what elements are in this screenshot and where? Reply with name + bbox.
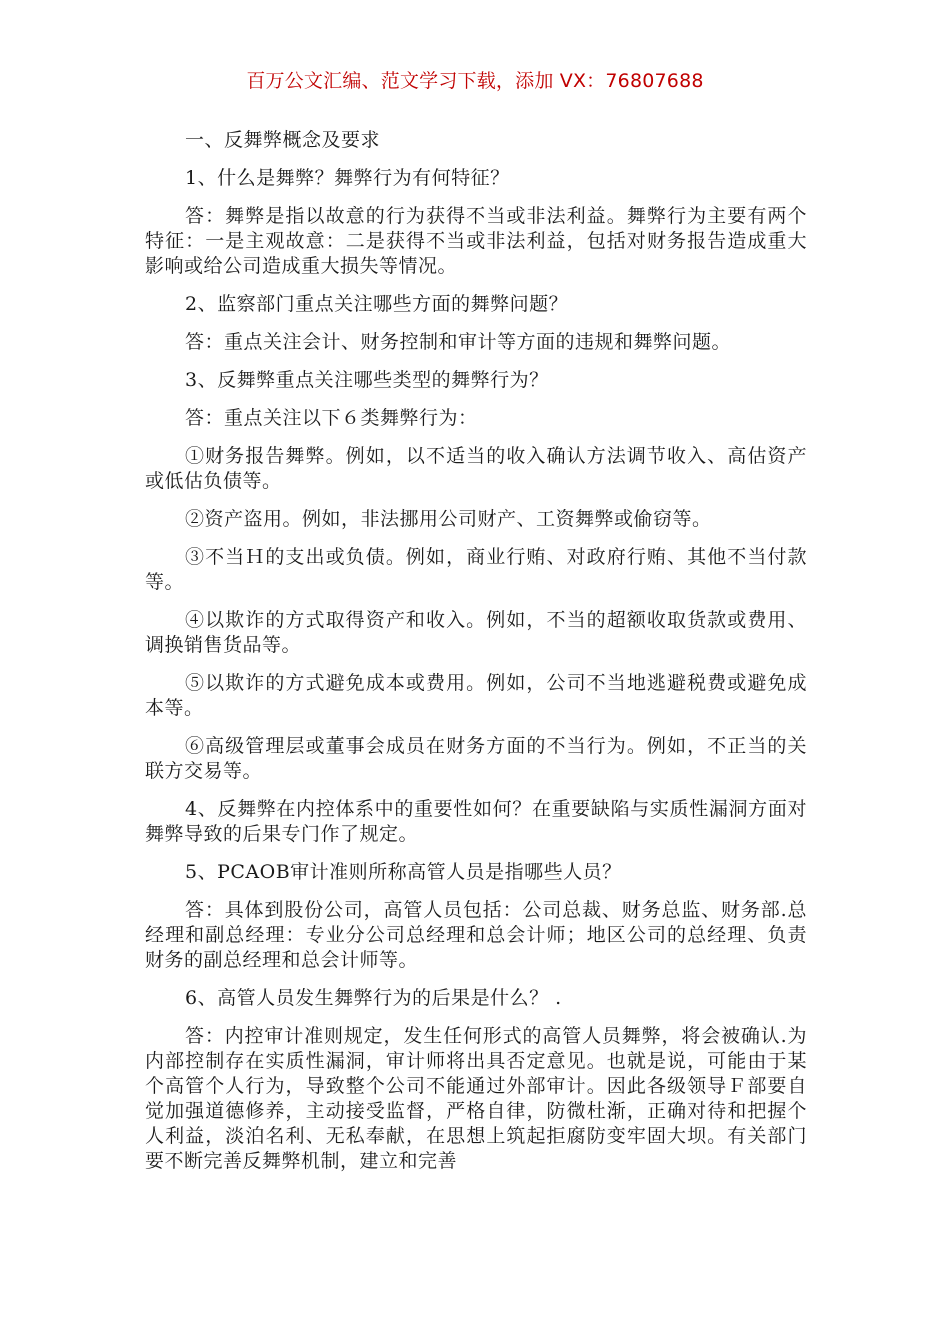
fraud-type-6: ⑥高级管理层或董事会成员在财务方面的不当行为。例如，不正当的关联方交易等。 bbox=[145, 735, 807, 782]
fraud-type-5: ⑤以欺诈的方式避免成本或费用。例如，公司不当地逃避税费或避免成本等。 bbox=[145, 672, 807, 719]
page-header-notice: 百万公文汇编、范文学习下载，添加 VX：76807688 bbox=[246, 70, 704, 92]
section-heading: 一、反舞弊概念及要求 bbox=[185, 129, 381, 151]
question-3: 3、反舞弊重点关注哪些类型的舞弊行为？ bbox=[185, 369, 549, 391]
fraud-type-3: ③不当Ｈ的支出或负债。例如，商业行贿、对政府行贿、其他不当付款等。 bbox=[145, 546, 807, 593]
answer-1: 答：舞弊是指以故意的行为获得不当或非法利益。舞弊行为主要有两个特征：一是主观故意：二是获得不当或非法利益，包括对财务报告造成重大影响或给公司造成重大损失等情况。 bbox=[145, 205, 807, 277]
answer-3: 答：重点关注以下６类舞弊行为： bbox=[185, 407, 478, 429]
question-1: 1、什么是舞弊？舞弊行为有何特征？ bbox=[185, 167, 510, 189]
fraud-type-2: ②资产盗用。例如，非法挪用公司财产、工资舞弊或偷窃等。 bbox=[185, 508, 712, 530]
answer-2: 答：重点关注会计、财务控制和审计等方面的违规和舞弊问题。 bbox=[185, 331, 732, 353]
question-4: 4、反舞弊在内控体系中的重要性如何？在重要缺陷与实质性漏洞方面对舞弊导致的后果专门作了规定。 bbox=[145, 798, 807, 845]
answer-5: 答：具体到股份公司，高管人员包括：公司总裁、财务总监、财务部.总经理和副总经理：专业分公司总经理和总会计师；地区公司的总经理、负责财务的副总经理和总会计师等。 bbox=[145, 899, 807, 971]
question-5: 5、PCAOB审计准则所称高管人员是指哪些人员？ bbox=[185, 861, 622, 883]
fraud-type-4: ④以欺诈的方式取得资产和收入。例如，不当的超额收取货款或费用、调换销售货品等。 bbox=[145, 609, 807, 656]
document-body bbox=[145, 128, 807, 1187]
answer-6: 答：内控审计准则规定，发生任何形式的高管人员舞弊，将会被确认.为内部控制存在实质性漏洞，审计师将出具否定意见。也就是说，可能由于某个高管个人行为，导致整个公司不能通过外部审计。因此各级领导Ｆ部要自觉加强道德修养，主动接受监督，严格自律，防微杜渐，正确对待和把握个人利益，淡泊名利、无私奉献，在思想上筑起拒腐防变牢固大坝。有关部门要不断完善反舞弊机制，建立和完善 bbox=[145, 1025, 807, 1172]
question-6: 6、高管人员发生舞弊行为的后果是什么？ . bbox=[185, 987, 562, 1009]
question-2: 2、监察部门重点关注哪些方面的舞弊问题？ bbox=[185, 293, 569, 315]
fraud-type-1: ①财务报告舞弊。例如，以不适当的收入确认方法调节收入、高估资产或低估负债等。 bbox=[145, 445, 807, 492]
